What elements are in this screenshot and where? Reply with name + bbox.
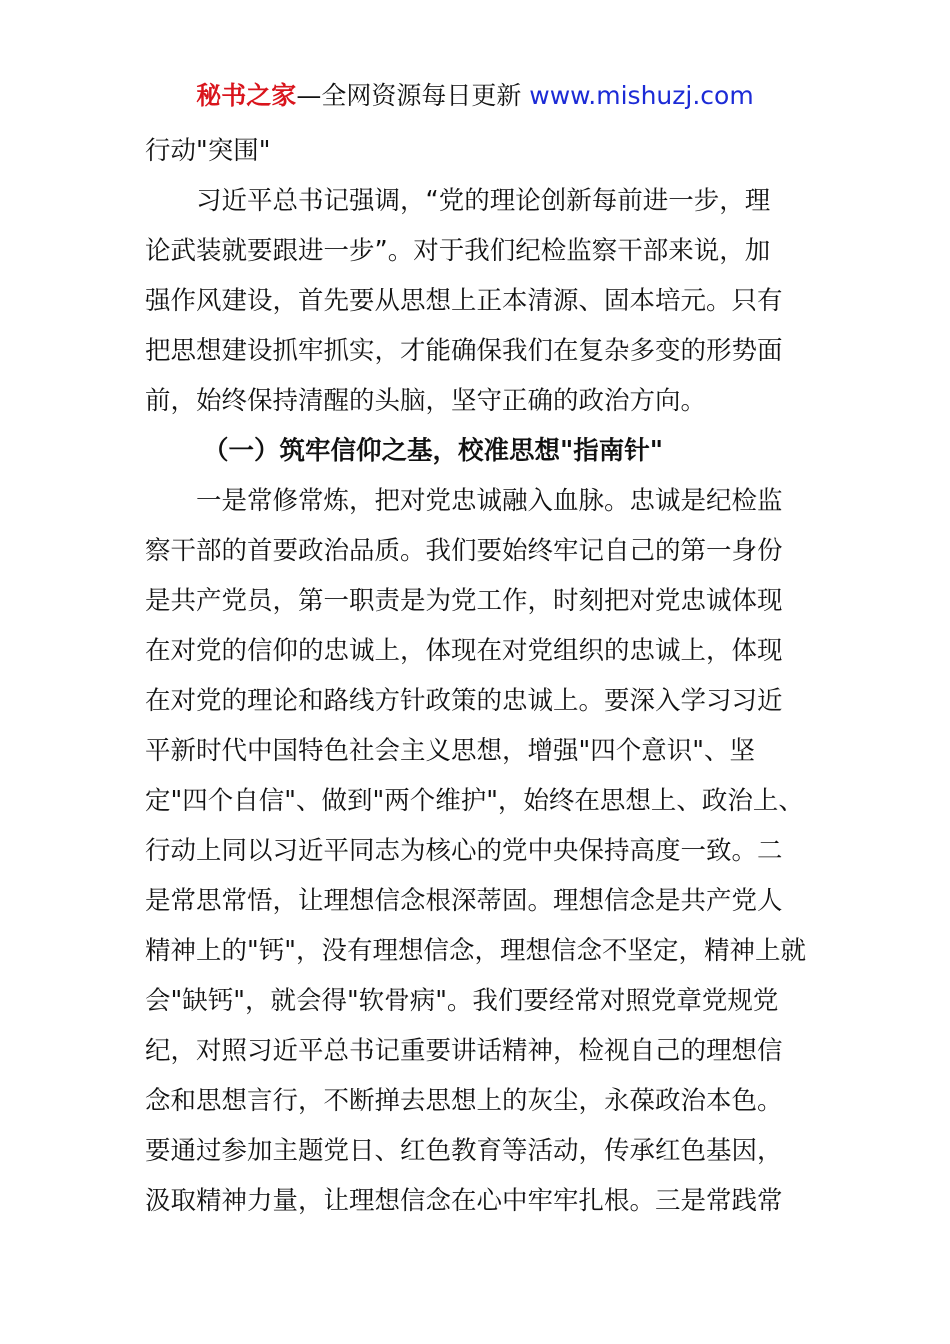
site-url-link[interactable]: www.mishuzj.com (529, 81, 754, 110)
paragraph-continuation: 行动"突围" (145, 136, 271, 166)
document-body (145, 126, 810, 1226)
site-tagline: —全网资源每日更新 (296, 81, 530, 110)
site-header (0, 80, 950, 112)
paragraph-intro: 习近平总书记强调，“党的理论创新每前进一步，理 论武装就要跟进一步”。对于我们纪检监察干部来说，加 强作风建设，首先要从思想上正本清源、固本培元。只有 把思想建设抓牢抓实，才能确保我们在复杂多变的形势面 前，始终保持清醒的头脑，坚守正确的政治方向。 (145, 186, 783, 416)
paragraph-body: 一是常修常炼，把对党忠诚融入血脉。忠诚是纪检监 察干部的首要政治品质。我们要始终牢记自己的第一身份 是共产党员，第一职责是为党工作，时刻把对党忠诚体现 在对党的信仰的忠诚上，体现在对党组织的忠诚上，体现 在对党的理论和路线方针政策的忠诚上。要深入学习习近 平新时代中国特色社会主义思想，增强"四个意识"、坚 定"四个自信"、做到"两个维护"，始终在思想上、政治上、 行动上同以习近平同志为核心的党中央保持高度一致。二 是常思常悟，让理想信念根深蒂固。理想信念是共产党人 精神上的"钙"，没有理想信念，理想信念不坚定，精神上就 会"缺钙"，就会得"软骨病"。我们要经常对照党章党规党 纪，对照习近平总书记重要讲话精神，检视自己的理想信 念和思想言行，不断掸去思想上的灰尘，永葆政治本色。 要通过参加主题党日、红色教育等活动，传承红色基因， 汲取精神力量，让理想信念在心中牢牢扎根。三是常践常 (145, 486, 806, 1216)
site-brand: 秘书之家 (196, 81, 297, 110)
section-heading: （一）筑牢信仰之基，校准思想"指南针" (203, 436, 664, 466)
